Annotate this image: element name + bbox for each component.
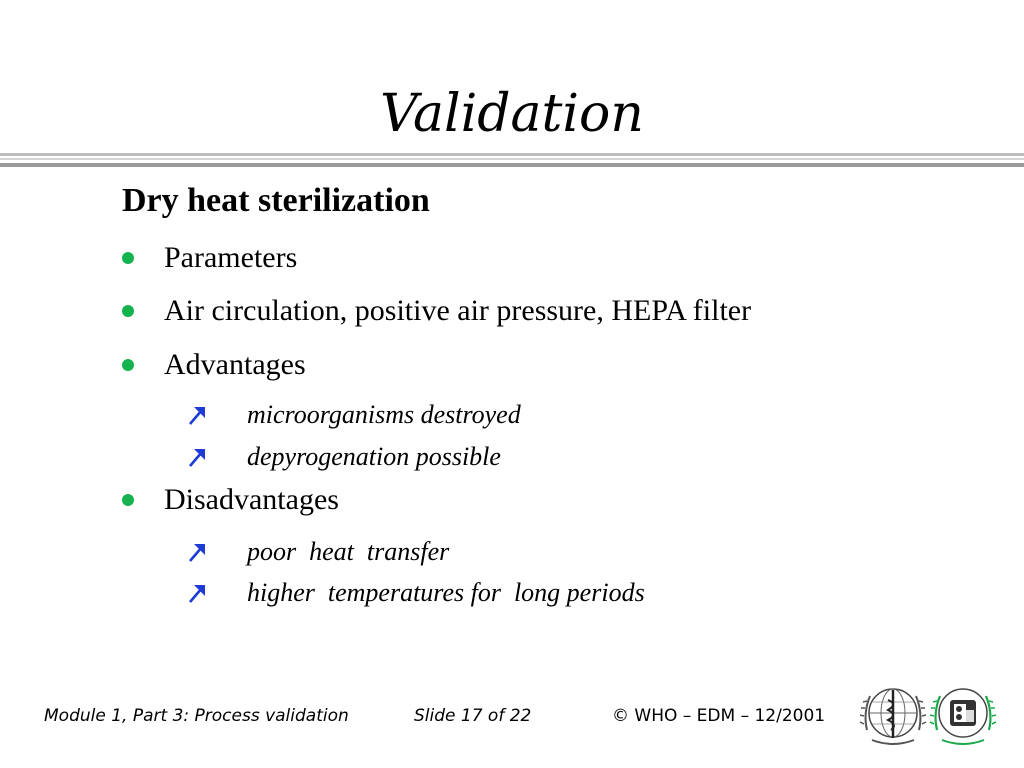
bullet-dot-icon <box>122 359 134 371</box>
footer-copyright: © WHO – EDM – 12/2001 <box>612 706 826 726</box>
sub-bullet-item <box>187 400 521 430</box>
title-divider-top <box>0 153 1024 156</box>
footer-module: Module 1, Part 3: Process validation <box>44 706 349 726</box>
sub-bullet-text: higher temperatures for long periods <box>247 578 645 607</box>
bullet-item <box>122 347 306 383</box>
bullet-dot-icon <box>122 494 134 506</box>
sub-bullet-text: poor heat transfer <box>247 537 450 566</box>
bullet-text: Parameters <box>164 241 298 274</box>
north-east-arrow-icon <box>187 582 207 604</box>
sub-bullet-text: depyrogenation possible <box>247 442 501 471</box>
title-divider-bottom <box>0 163 1024 167</box>
bullet-item <box>122 293 751 329</box>
edm-logo-icon <box>928 680 998 750</box>
bullet-text: Disadvantages <box>164 483 339 516</box>
who-logo-icon <box>858 680 928 750</box>
north-east-arrow-icon <box>187 541 207 563</box>
sub-bullet-text: microorganisms destroyed <box>247 400 521 429</box>
bullet-dot-icon <box>122 252 134 264</box>
bullet-item <box>122 240 297 276</box>
sub-bullet-item <box>187 537 449 567</box>
bullet-text: Air circulation, positive air pressure, HEPA filter <box>164 294 752 327</box>
bullet-text: Advantages <box>164 348 306 381</box>
slide-subtitle: Dry heat sterilization <box>122 182 430 219</box>
title-divider-middle <box>0 158 1024 160</box>
bullet-dot-icon <box>122 305 134 317</box>
sub-bullet-item <box>187 578 645 608</box>
north-east-arrow-icon <box>187 446 207 468</box>
bullet-item <box>122 482 339 518</box>
north-east-arrow-icon <box>187 404 207 426</box>
sub-bullet-item <box>187 442 501 472</box>
footer-slide-number: Slide 17 of 22 <box>414 706 532 726</box>
slide-title: Validation <box>380 84 644 144</box>
